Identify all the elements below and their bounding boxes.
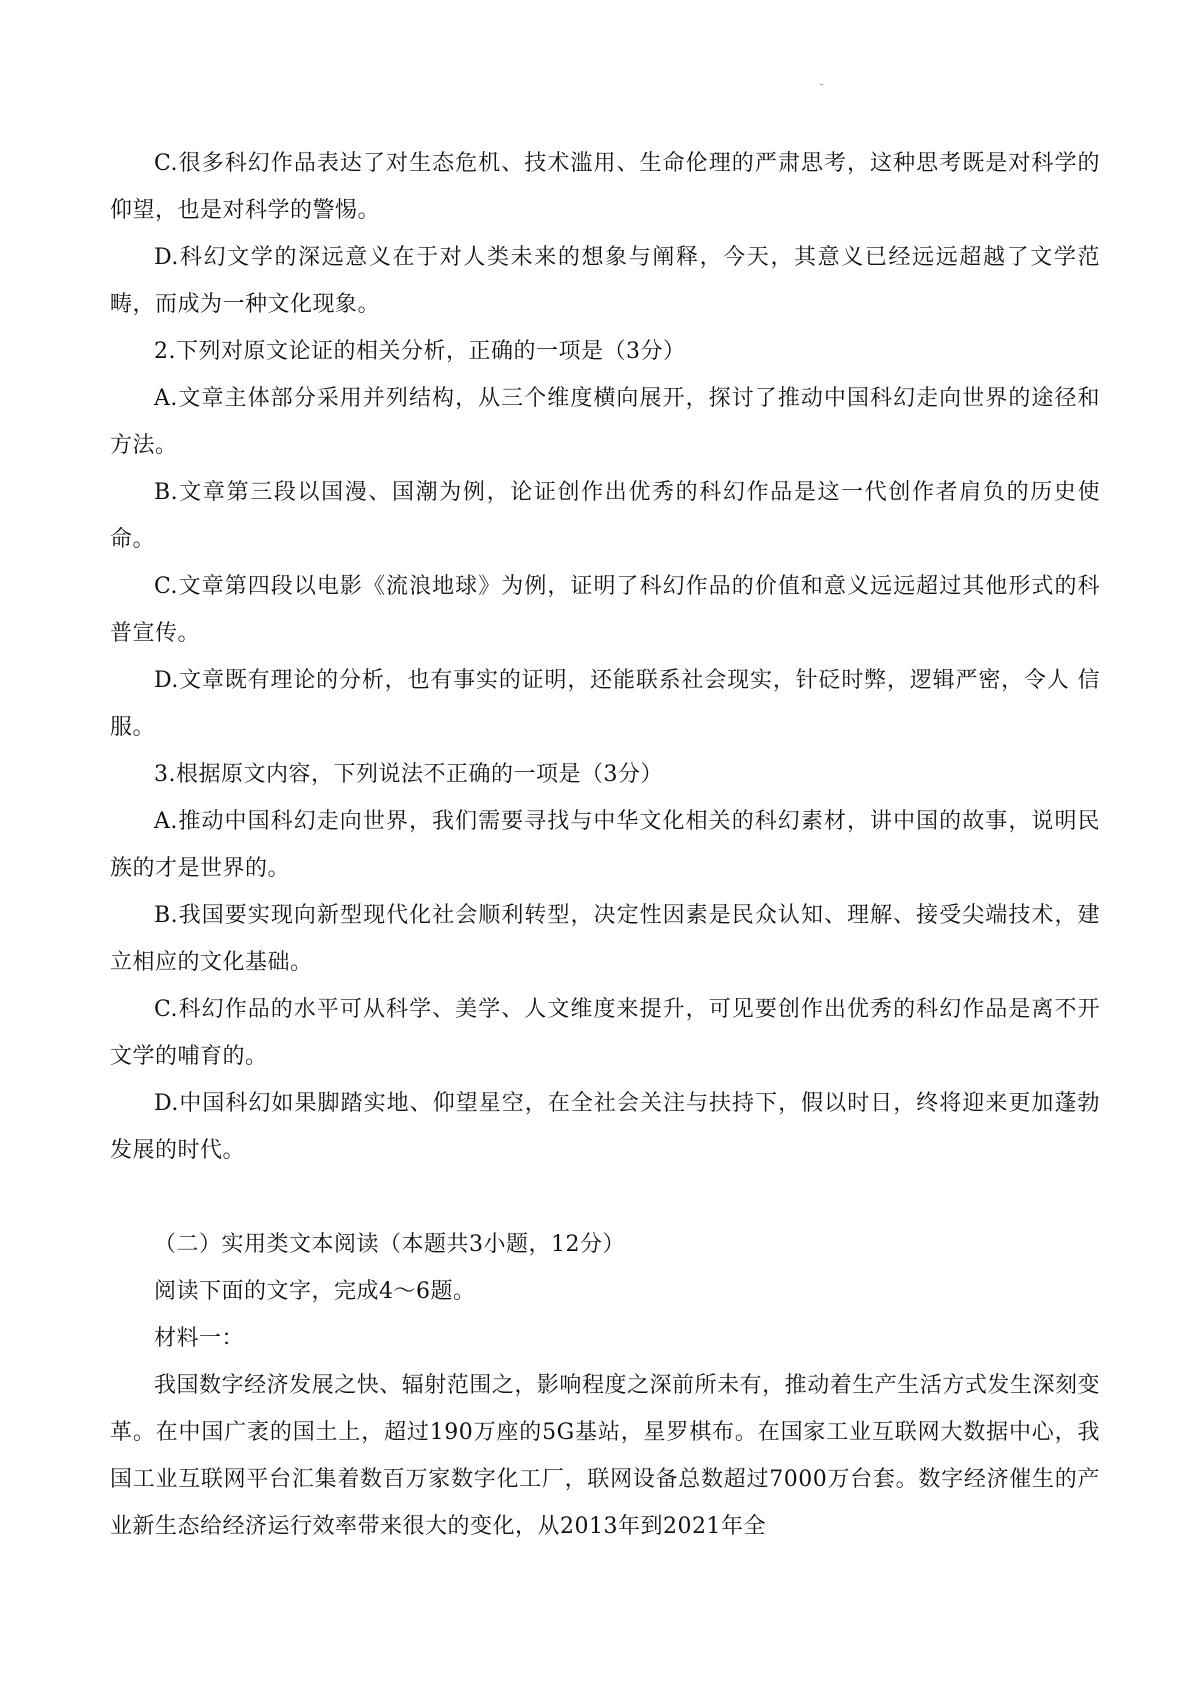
option-c-q2: C.文章第四段以电影《流浪地球》为例，证明了科幻作品的价值和意义远远超过其他形式的科普宣传。	[110, 574, 1100, 646]
option-a-q2: A.文章主体部分采用并列结构，从三个维度横向展开，探讨了推动中国科幻走向世界的途径和方法。	[110, 386, 1100, 458]
option-d-q2: D.文章既有理论的分析，也有事实的证明，还能联系社会现实，针砭时弊，逻辑严密，令人 信服。	[110, 668, 1100, 740]
option-c-q3: C.科幻作品的水平可从科学、美学、人文维度来提升，可见要创作出优秀的科幻作品是离不开文学的哺育的。	[110, 997, 1100, 1069]
option-d-q1: D.科幻文学的深远意义在于对人类未来的想象与阐释，今天，其意义已经远远超越了文学范畴，而成为一种文化现象。	[110, 245, 1100, 317]
option-d-q3: D.中国科幻如果脚踏实地、仰望星空，在全社会关注与扶持下，假以时日，终将迎来更加蓬勃发展的时代。	[110, 1091, 1100, 1163]
document-page	[110, 140, 1100, 1550]
reading-instruction: 阅读下面的文字，完成4～6题。	[154, 1279, 476, 1304]
option-b-q3: B.我国要实现向新型现代化社会顺利转型，决定性因素是民众认知、理解、接受尖端技术，建立相应的文化基础。	[110, 903, 1100, 975]
scan-mark	[820, 84, 823, 85]
material-label: 材料一：	[154, 1326, 245, 1351]
option-b-q2: B.文章第三段以国漫、国潮为例，论证创作出优秀的科幻作品是这一代创作者肩负的历史使命。	[110, 480, 1100, 552]
option-c-q1: C.很多科幻作品表达了对生态危机、技术滥用、生命伦理的严肃思考，这种思考既是对科学的仰望，也是对科学的警惕。	[110, 151, 1100, 223]
question-3: 3.根据原文内容，下列说法不正确的一项是（3分）	[154, 762, 663, 787]
section-heading: （二）实用类文本阅读（本题共3小题，12分）	[154, 1232, 625, 1257]
question-2: 2.下列对原文论证的相关分析，正确的一项是（3分）	[154, 339, 686, 364]
option-a-q3: A.推动中国科幻走向世界，我们需要寻找与中华文化相关的科幻素材，讲中国的故事，说明民族的才是世界的。	[110, 809, 1100, 881]
material-one-text: 我国数字经济发展之快、辐射范围之，影响程度之深前所未有，推动着生产生活方式发生深刻变革。在中国广袤的国土上，超过190万座的5G基站，星罗棋布。在国家工业互联网大数据中心，我国工业互联网平台汇集着数百万家数字化工厂，联网设备总数超过7000万台套。数字经济催生的产业新生态给经济运行效率带来很大的变化，从2013年到2021年全	[110, 1373, 1100, 1539]
